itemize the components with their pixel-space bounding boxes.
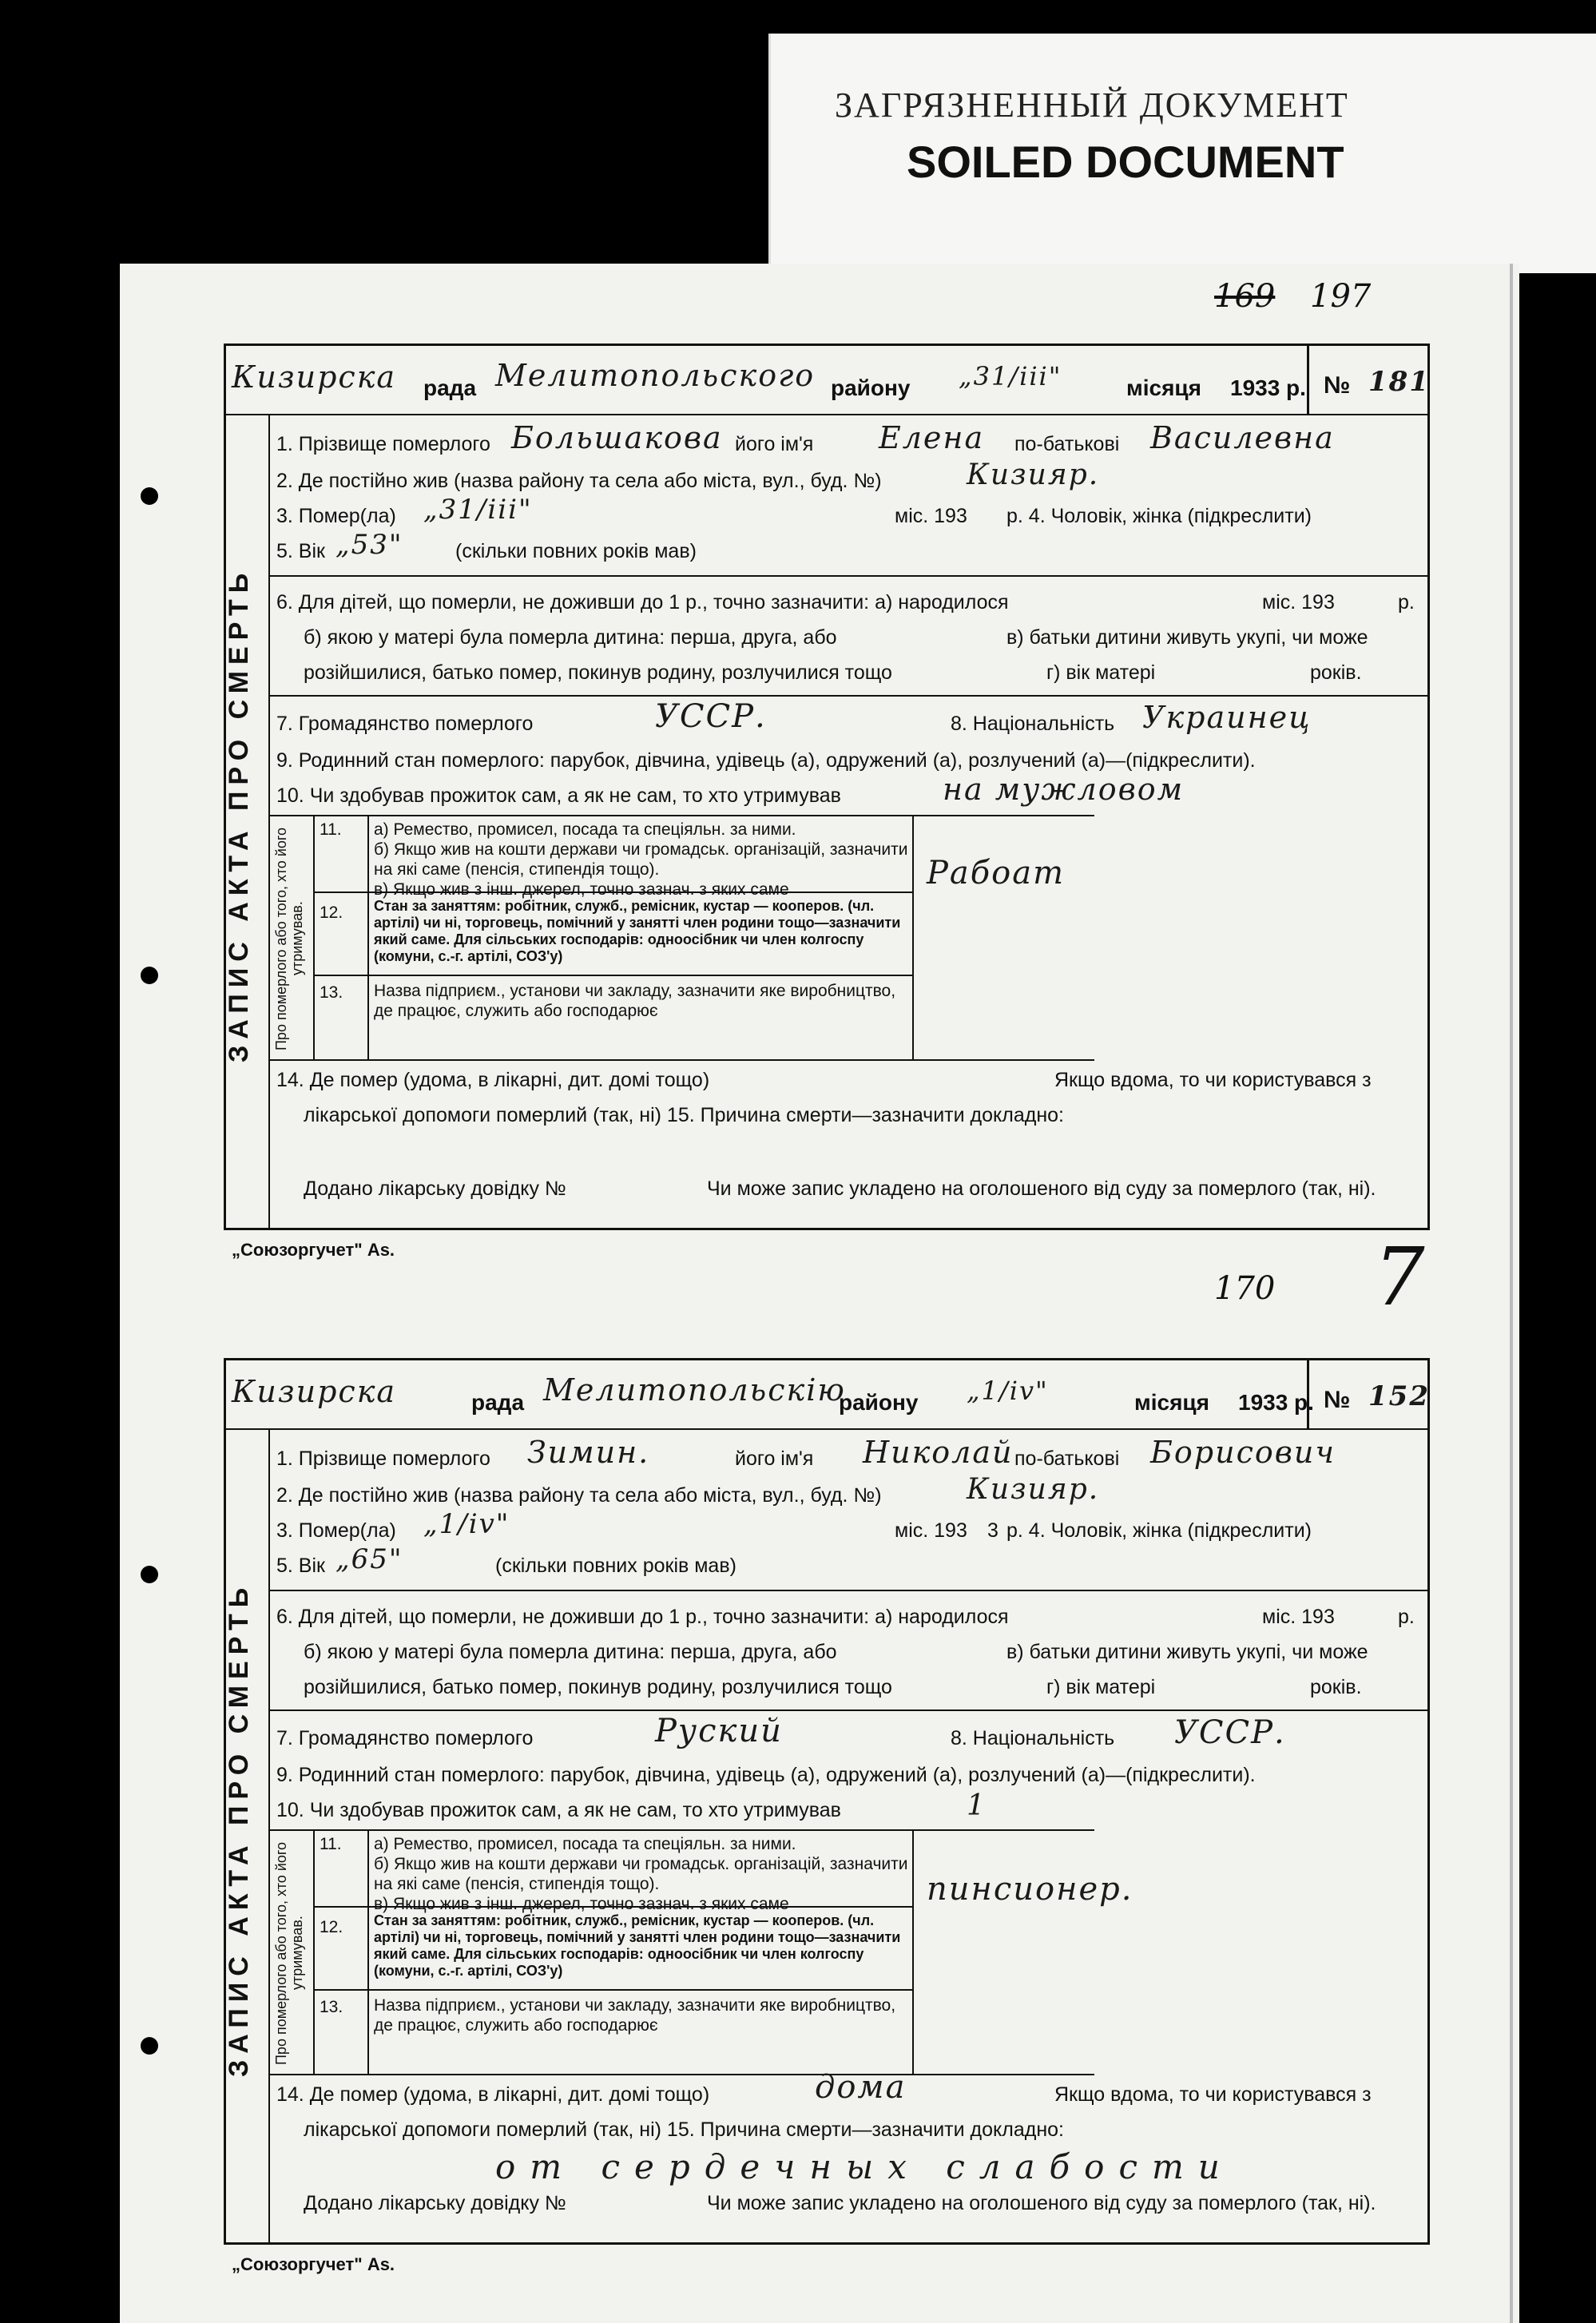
form-header — [224, 343, 1430, 415]
year-suffix: р. — [1286, 375, 1306, 400]
cause-label: лікарської допомоги померлий (так, ні) 15. Причина смерти—зазначити докладно: — [304, 1104, 1064, 1126]
gender-label: р. 4. Чоловік, жінка (підкреслити) — [1006, 1519, 1312, 1542]
row-11-text: а) Ремество, промисел, посада та спеціяльн. за ними. б) Якщо жив на кошти держави чи громадськ. організацій, зазначити на які саме (пенсія, стипендія тощо). в) Якщо жив з інш. джерел, точно зазнач. з яких саме — [374, 820, 908, 899]
rada-label: рада — [471, 1390, 525, 1415]
supported-value: 1 — [967, 1789, 987, 1822]
divider — [313, 1989, 912, 1991]
divider — [912, 815, 914, 1059]
died-month-label: міс. 193 — [895, 505, 967, 527]
punch-hole — [141, 487, 158, 505]
record-number: 181 — [1368, 366, 1430, 398]
died-value: „1/іv" — [423, 1508, 510, 1540]
occupation-value: Рабоат — [927, 855, 1066, 891]
mother-age-suffix: років. — [1310, 661, 1362, 684]
number-label: № — [1324, 1387, 1351, 1413]
row-12-text: Стан за заняттям: робітник, служб., ремісник, кустар — кооперов. (чл. артілі) чи ні, торговець, помічний у занятті член родини тощо—зазначити який саме. Для сільських господарів: одноосібник чи член колгоспу (комуни, с.-г. артілі, СОЗ'у) — [374, 1912, 901, 1979]
month-label: місяця — [1134, 1390, 1209, 1415]
age-note: (скільки повних років мав) — [495, 1555, 736, 1577]
died-value: „31/ііі" — [423, 494, 533, 526]
mother-age-label: г) вік матері — [1046, 661, 1156, 684]
page-number-mark: 7 — [1374, 1230, 1425, 1324]
sub-side-note: Про померлого або того, хто його утримував. — [273, 827, 305, 1050]
died-month-label: міс. 193 — [895, 1519, 967, 1542]
number-label: № — [1324, 372, 1351, 399]
citizenship-value: УССР. — [655, 698, 767, 735]
place-label: 14. Де помер (удома, в лікарні, дит. домі тощо) — [276, 1069, 710, 1091]
surname-label: 1. Прізвище померлого — [276, 433, 490, 455]
divider — [313, 815, 315, 1059]
court-label: Чи може запис укладено на оголошеного від суду за померлого (так, ні). — [707, 1177, 1376, 1200]
children-year: р. — [1398, 591, 1415, 614]
name-value: Николай — [863, 1435, 1014, 1470]
record-date: „1/іv" — [967, 1376, 1049, 1406]
row-11-num: 11. — [320, 820, 342, 839]
form-header — [224, 1358, 1430, 1430]
age-value: „53" — [335, 529, 403, 561]
page-number-middle: 170 — [1214, 1270, 1276, 1307]
divider — [912, 1829, 914, 2074]
children-label: 6. Для дітей, що померли, не доживши до 1 р., точно зазначити: а) народилося — [276, 591, 1009, 614]
age-label: 5. Вік — [276, 1555, 325, 1577]
patronymic-label: по-батькові — [1014, 1447, 1120, 1470]
rada-label: рада — [423, 375, 477, 400]
raion-name: Мелитопольского — [495, 358, 816, 393]
name-value: Елена — [879, 420, 985, 455]
divider — [268, 2074, 1094, 2075]
raion-label: району — [831, 375, 911, 400]
divider — [268, 815, 1094, 816]
divider — [268, 695, 1430, 697]
sub-side-note: Про померлого або того, хто його утримував. — [273, 1841, 305, 2065]
nationality-value: Украинец — [1142, 700, 1312, 735]
row-12-num: 12. — [320, 1918, 343, 1936]
children-month: міс. 193 — [1262, 1606, 1335, 1628]
divider — [224, 414, 1430, 415]
line-surname — [276, 433, 490, 456]
patronymic-label: по-батькові — [1014, 433, 1120, 455]
citizenship-label: 7. Громадянство померлого — [276, 1727, 534, 1749]
divider — [268, 1829, 1094, 1831]
side-title: ЗАПИС АКТА ПРО СМЕРТЬ — [224, 1581, 254, 2078]
certificate-label: Додано лікарську довідку № — [304, 1177, 566, 1200]
death-record-1 — [224, 343, 1430, 1230]
age-label: 5. Вік — [276, 540, 325, 562]
record-number-box — [1307, 1358, 1430, 1430]
divider — [313, 1829, 315, 2074]
divider — [224, 1428, 1430, 1430]
children-year: р. — [1398, 1606, 1415, 1628]
died-label: 3. Помер(ла) — [276, 505, 396, 527]
children-order: б) якою у матері була померла дитина: перша, друга, або — [304, 1641, 837, 1663]
surname-value: Зимин. — [527, 1435, 650, 1470]
surname-value: Большакова — [511, 420, 723, 455]
marital-label: 9. Родинний стан померлого: парубок, дівчина, удівець (а), одружений (а), розлучений (а)—(підкреслити). — [276, 1764, 1256, 1786]
row-13-num: 13. — [320, 1998, 343, 2016]
row-13-text: Назва підприєм., установи чи закладу, зазначити яке виробництво, де працює, служить або господарює — [374, 982, 896, 1020]
row-12-text: Стан за заняттям: робітник, служб., ремісник, кустар — кооперов. (чл. артілі) чи ні, торговець, помічний у занятті член родини тощо—зазначити який саме. Для сільських господарів: одноосібник чи член колгоспу (комуни, с.-г. артілі, СОЗ'у) — [374, 898, 901, 964]
village-name: Кизирска — [232, 1374, 397, 1409]
age-note: (скільки повних років мав) — [455, 540, 697, 562]
supported-label: 10. Чи здобував прожиток сам, а як не сам, то хто утримував — [276, 1799, 841, 1821]
stamp-title-ru: ЗАГРЯЗНЕННЫЙ ДОКУМЕНТ — [835, 85, 1349, 125]
nationality-label: 8. Національність — [951, 713, 1115, 735]
residence-value: Кизияр. — [967, 1473, 1100, 1506]
page-number-top: 197 — [1310, 278, 1372, 315]
citizenship-value: Руский — [655, 1713, 783, 1749]
village-name: Кизирска — [232, 359, 397, 395]
divider — [313, 975, 912, 976]
citizenship-label: 7. Громадянство померлого — [276, 713, 534, 735]
died-label: 3. Помер(ла) — [276, 1519, 396, 1542]
row-13-num: 13. — [320, 983, 343, 1002]
year-suffix: р. — [1294, 1390, 1314, 1415]
age-value: „65" — [335, 1543, 403, 1575]
home-label: Якщо вдома, то чи користувався з — [1054, 2083, 1372, 2106]
divider — [367, 815, 369, 1059]
printer-mark: „Союзоргучет" Аs. — [232, 2254, 395, 2274]
divider — [268, 1590, 1430, 1591]
side-divider — [268, 1428, 270, 2245]
nationality-value: УССР. — [1174, 1714, 1286, 1751]
residence-label: 2. Де постійно жив (назва району та села або міста, вул., буд. №) — [276, 1484, 882, 1507]
year: 1933 — [1238, 1390, 1288, 1415]
row-11-text: а) Ремество, промисел, посада та спеціяльн. за ними. б) Якщо жив на кошти держави чи громадськ. організацій, зазначити на які саме (пенсія, стипендія тощо). в) Якщо жив з інш. джерел, точно зазнач. з яких саме — [374, 1835, 908, 1913]
children-order: б) якою у матері була померла дитина: перша, друга, або — [304, 626, 837, 649]
soiled-document-stamp — [768, 34, 1596, 273]
residence-value: Кизияр. — [967, 459, 1100, 491]
record-date: „31/ііі" — [959, 361, 1062, 391]
children-label: 6. Для дітей, що померли, не доживши до 1 р., точно зазначити: а) народилося — [276, 1606, 1009, 1628]
stamp-title-en: SOILED DOCUMENT — [907, 137, 1344, 187]
divider — [268, 1059, 1094, 1061]
mother-age-suffix: років. — [1310, 1676, 1362, 1698]
died-year-value: 3 — [987, 1519, 998, 1542]
name-label: його ім'я — [735, 433, 814, 455]
year: 1933 — [1230, 375, 1280, 400]
name-label: його ім'я — [735, 1447, 814, 1470]
page-number-struck: 169 — [1214, 278, 1276, 315]
row-12-num: 12. — [320, 903, 343, 922]
printer-mark: „Союзоргучет" Аs. — [232, 1240, 395, 1260]
certificate-label: Додано лікарську довідку № — [304, 2192, 566, 2214]
gender-label: р. 4. Чоловік, жінка (підкреслити) — [1006, 505, 1312, 527]
children-month: міс. 193 — [1262, 591, 1335, 614]
supported-label: 10. Чи здобував прожиток сам, а як не сам, то хто утримував — [276, 784, 841, 807]
children-divorce: розійшилися, батько помер, покинув родину, розлучилися тощо — [304, 1676, 892, 1698]
death-record-2 — [224, 1358, 1430, 2245]
patronymic-value: Василевна — [1150, 420, 1335, 455]
raion-label: району — [839, 1390, 919, 1415]
punch-hole — [141, 2037, 158, 2055]
children-parents: в) батьки дитини живуть укупі, чи може — [1006, 1641, 1368, 1663]
court-label: Чи може запис укладено на оголошеного від суду за померлого (так, ні). — [707, 2192, 1376, 2214]
surname-label: 1. Прізвище померлого — [276, 1447, 490, 1470]
occupation-value: пинсионер. — [927, 1871, 1133, 1908]
divider — [268, 1709, 1430, 1711]
row-13-text: Назва підприєм., установи чи закладу, зазначити яке виробництво, де працює, служить або господарює — [374, 1996, 896, 2035]
row-11-num: 11. — [320, 1835, 342, 1853]
supported-value: на мужловом — [943, 772, 1185, 807]
side-title: ЗАПИС АКТА ПРО СМЕРТЬ — [224, 566, 254, 1063]
cause-value: от сердечных слабости — [495, 2147, 1234, 2186]
home-label: Якщо вдома, то чи користувався з — [1054, 1069, 1372, 1091]
sheet-edge — [1510, 264, 1513, 2323]
place-value: дома — [815, 2069, 907, 2106]
record-number: 152 — [1368, 1380, 1430, 1412]
place-label: 14. Де помер (удома, в лікарні, дит. домі тощо) — [276, 2083, 710, 2106]
month-label: місяця — [1126, 375, 1201, 400]
cause-label: лікарської допомоги померлий (так, ні) 15. Причина смерти—зазначити докладно: — [304, 2118, 1064, 2141]
nationality-label: 8. Національність — [951, 1727, 1115, 1749]
children-parents: в) батьки дитини живуть укупі, чи може — [1006, 626, 1368, 649]
divider — [367, 1829, 369, 2074]
children-divorce: розійшилися, батько помер, покинув родину, розлучилися тощо — [304, 661, 892, 684]
mother-age-label: г) вік матері — [1046, 1676, 1156, 1698]
residence-label: 2. Де постійно жив (назва району та села або міста, вул., буд. №) — [276, 470, 882, 492]
side-divider — [268, 414, 270, 1230]
patronymic-value: Борисович — [1150, 1435, 1336, 1470]
record-number-box — [1307, 343, 1430, 415]
punch-hole — [141, 1566, 158, 1583]
raion-name: Мелитопольскію — [543, 1372, 846, 1408]
divider — [268, 575, 1430, 577]
punch-hole — [141, 967, 158, 984]
marital-label: 9. Родинний стан померлого: парубок, дівчина, удівець (а), одружений (а), розлучений (а)—(підкреслити). — [276, 749, 1256, 772]
